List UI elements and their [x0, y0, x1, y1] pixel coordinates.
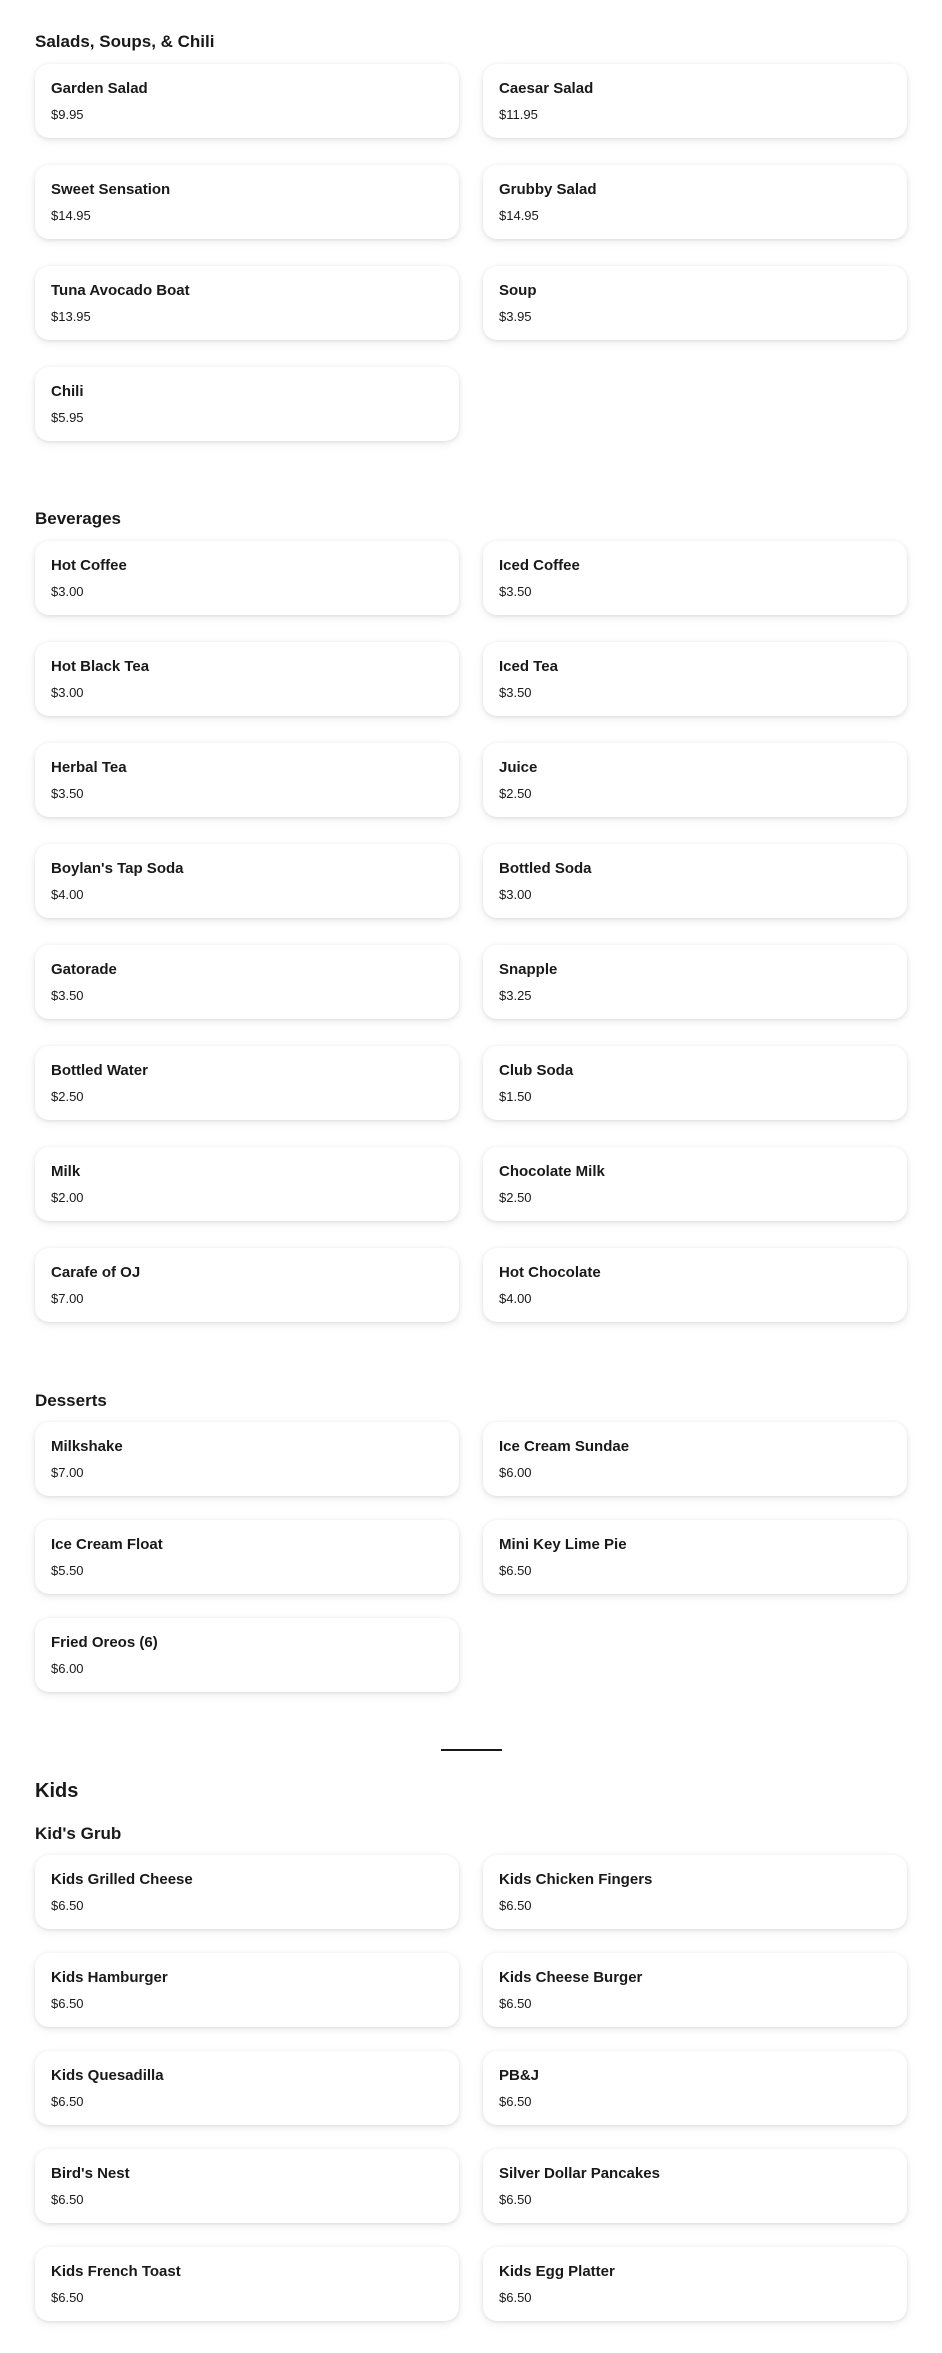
menu-item-price: $4.00 [51, 887, 84, 902]
menu-item-card[interactable] [35, 541, 459, 615]
menu-item-card[interactable] [483, 945, 907, 1019]
menu-item-price: $3.50 [499, 584, 532, 599]
menu-item-card[interactable] [35, 642, 459, 716]
menu-item-price: $6.50 [499, 2192, 532, 2207]
group-title-kids: Kids [35, 1780, 79, 1802]
section-title-kids-grub: Kid's Grub [35, 1824, 122, 1843]
menu-item-name: Ice Cream Float [51, 1536, 163, 1553]
menu-item-price: $1.50 [499, 1089, 532, 1104]
menu-item-price: $2.50 [51, 1089, 84, 1104]
menu-item-name: Kids French Toast [51, 2263, 181, 2280]
menu-item-card[interactable] [35, 945, 459, 1019]
menu-item-price: $3.50 [499, 685, 532, 700]
menu-item-price: $6.00 [499, 1465, 532, 1480]
menu-item-card[interactable] [483, 1953, 907, 2027]
menu-item-price: $6.50 [51, 1996, 84, 2011]
menu-item-card[interactable] [483, 1046, 907, 1120]
menu-item-name: Bottled Soda [499, 860, 592, 877]
menu-item-name: Bird's Nest [51, 2165, 130, 2182]
menu-item-card[interactable] [483, 743, 907, 817]
menu-item-name: Carafe of OJ [51, 1264, 141, 1281]
menu-item-card[interactable] [35, 844, 459, 918]
menu-item-card[interactable] [35, 165, 459, 239]
menu-item-name: Fried Oreos (6) [51, 1634, 158, 1651]
menu-item-card[interactable] [35, 1953, 459, 2027]
menu-item-card[interactable] [35, 1147, 459, 1221]
menu-item-price: $6.50 [499, 1996, 532, 2011]
menu-item-name: Kids Grilled Cheese [51, 1871, 193, 1888]
menu-item-card[interactable] [35, 367, 459, 441]
menu-item-price: $7.00 [51, 1465, 84, 1480]
menu-item-price: $13.95 [51, 309, 91, 324]
menu-item-card[interactable] [35, 743, 459, 817]
menu-item-price: $7.00 [51, 1291, 84, 1306]
menu-item-price: $5.95 [51, 410, 84, 425]
menu-item-name: Chili [51, 383, 84, 400]
menu-item-price: $6.50 [499, 2290, 532, 2305]
menu-item-name: Silver Dollar Pancakes [499, 2165, 660, 2182]
section-title-desserts: Desserts [35, 1391, 107, 1410]
menu-item-name: Boylan's Tap Soda [51, 860, 184, 877]
menu-item-card[interactable] [35, 2149, 459, 2223]
menu-item-name: Kids Chicken Fingers [499, 1871, 653, 1888]
menu-item-card[interactable] [483, 1147, 907, 1221]
menu-item-name: Juice [499, 759, 538, 776]
menu-item-name: Snapple [499, 961, 558, 978]
menu-item-card[interactable] [35, 1520, 459, 1594]
menu-item-name: Tuna Avocado Boat [51, 282, 190, 299]
menu-item-price: $14.95 [51, 208, 91, 223]
menu-item-card[interactable] [35, 2247, 459, 2321]
menu-item-card[interactable] [35, 266, 459, 340]
menu-item-price: $6.50 [51, 2290, 84, 2305]
menu-item-name: Ice Cream Sundae [499, 1438, 630, 1455]
menu-item-price: $9.95 [51, 107, 84, 122]
menu-item-card[interactable] [35, 64, 459, 138]
menu-item-card[interactable] [483, 1422, 907, 1496]
menu-item-name: Hot Coffee [51, 557, 127, 574]
menu-item-price: $3.50 [51, 988, 84, 1003]
menu-item-price: $14.95 [499, 208, 539, 223]
menu-item-name: Garden Salad [51, 80, 148, 97]
menu-item-name: Sweet Sensation [51, 181, 171, 198]
menu-item-price: $5.50 [51, 1563, 84, 1578]
menu-item-price: $3.00 [51, 685, 84, 700]
menu-item-price: $2.50 [499, 786, 532, 801]
menu-item-price: $6.50 [51, 2192, 84, 2207]
menu-item-price: $4.00 [499, 1291, 532, 1306]
menu-item-name: Kids Quesadilla [51, 2067, 164, 2084]
menu-item-card[interactable] [35, 1248, 459, 1322]
menu-item-name: Club Soda [499, 1062, 574, 1079]
menu-item-name: Kids Hamburger [51, 1969, 168, 1986]
menu-item-card[interactable] [35, 1046, 459, 1120]
section-title-beverages: Beverages [35, 509, 122, 528]
menu-item-price: $6.50 [51, 2094, 84, 2109]
menu-item-price: $11.95 [499, 107, 538, 122]
menu-item-price: $6.50 [51, 1898, 84, 1913]
menu-item-card[interactable] [483, 2149, 907, 2223]
menu-item-card[interactable] [483, 642, 907, 716]
menu-item-name: Iced Coffee [499, 557, 580, 574]
menu-item-card[interactable] [483, 1248, 907, 1322]
menu-item-name: Hot Chocolate [499, 1264, 601, 1281]
menu-item-card[interactable] [483, 266, 907, 340]
menu-item-name: Iced Tea [499, 658, 558, 675]
menu-item-card[interactable] [35, 1618, 459, 1692]
menu-item-name: Caesar Salad [499, 80, 594, 97]
menu-item-name: Mini Key Lime Pie [499, 1536, 627, 1553]
menu-item-card[interactable] [483, 2247, 907, 2321]
menu-item-name: PB&J [499, 2067, 540, 2084]
menu-item-price: $2.50 [499, 1190, 532, 1205]
menu-item-price: $2.00 [51, 1190, 84, 1205]
menu-item-price: $3.00 [51, 584, 84, 599]
menu-item-name: Milkshake [51, 1438, 123, 1455]
menu-item-price: $3.95 [499, 309, 532, 324]
menu-item-price: $3.25 [499, 988, 532, 1003]
menu-item-card[interactable] [483, 541, 907, 615]
menu-item-name: Grubby Salad [499, 181, 597, 198]
menu-item-price: $6.50 [499, 1563, 532, 1578]
group-divider [441, 1749, 502, 1751]
menu-item-card[interactable] [35, 1422, 459, 1496]
menu-item-price: $3.00 [499, 887, 532, 902]
menu-item-card[interactable] [483, 165, 907, 239]
menu-item-price: $6.00 [51, 1661, 84, 1676]
menu-item-card[interactable] [483, 1520, 907, 1594]
section-title-salads: Salads, Soups, & Chili [35, 32, 215, 51]
menu-item-price: $6.50 [499, 1898, 532, 1913]
menu-item-name: Soup [499, 282, 537, 299]
menu-item-price: $6.50 [499, 2094, 532, 2109]
menu-item-name: Kids Egg Platter [499, 2263, 615, 2280]
menu-item-card[interactable] [483, 2051, 907, 2125]
menu-item-name: Herbal Tea [51, 759, 127, 776]
menu-item-name: Hot Black Tea [51, 658, 150, 675]
menu-item-card[interactable] [35, 1855, 459, 1929]
menu-item-price: $3.50 [51, 786, 84, 801]
menu-item-name: Bottled Water [51, 1062, 148, 1079]
menu-item-card[interactable] [483, 1855, 907, 1929]
menu-item-card[interactable] [483, 64, 907, 138]
menu-item-name: Chocolate Milk [499, 1163, 605, 1180]
menu-item-name: Kids Cheese Burger [499, 1969, 643, 1986]
menu-item-card[interactable] [35, 2051, 459, 2125]
menu-item-name: Milk [51, 1163, 81, 1180]
menu-item-name: Gatorade [51, 961, 117, 978]
menu-item-card[interactable] [483, 844, 907, 918]
